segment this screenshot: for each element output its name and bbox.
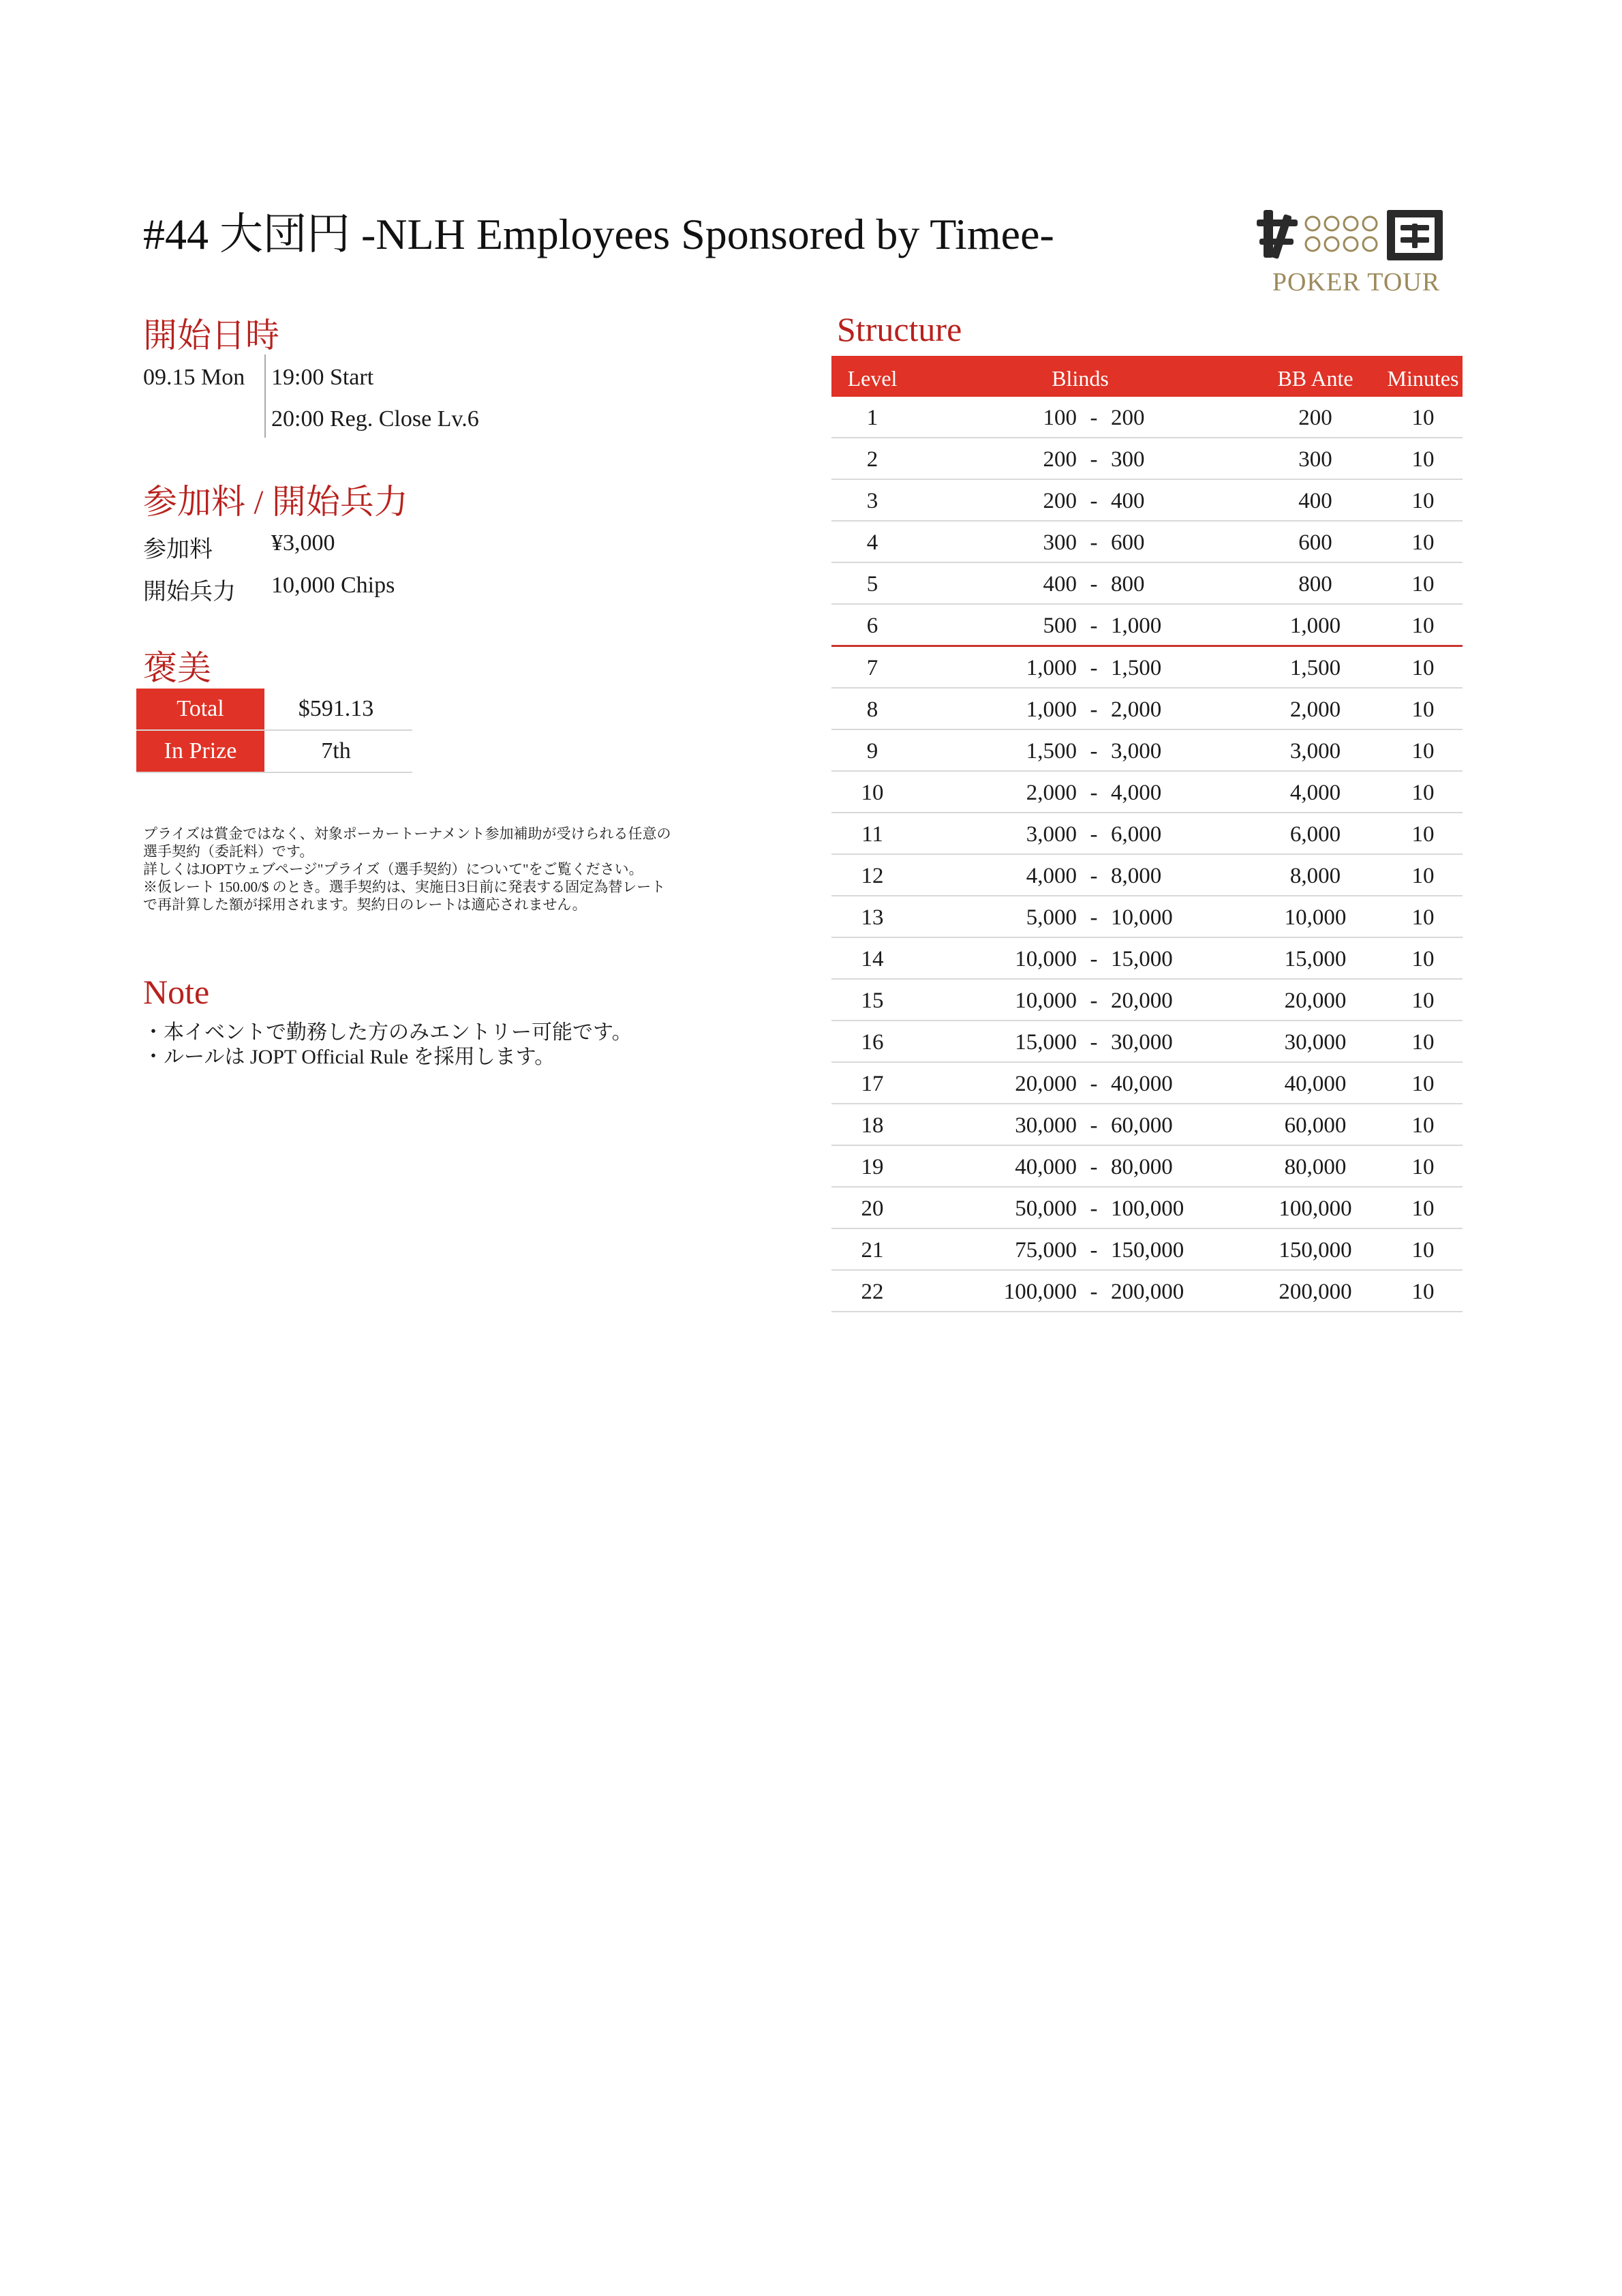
table-row xyxy=(831,855,1463,896)
level-cell: 9 xyxy=(866,739,878,764)
blinds-separator: - xyxy=(1090,489,1098,513)
level-cell: 1 xyxy=(866,406,878,430)
blinds-separator: - xyxy=(1090,1072,1098,1096)
big-blind-cell: 80,000 xyxy=(1111,1155,1173,1179)
level-cell: 21 xyxy=(861,1238,884,1263)
blinds-separator: - xyxy=(1090,781,1098,805)
small-blind-cell: 10,000 xyxy=(1015,947,1077,971)
ante-cell: 1,500 xyxy=(1289,656,1341,680)
table-row xyxy=(831,1146,1463,1188)
reg-close-time: 20:00 Reg. Close Lv.6 xyxy=(271,406,479,432)
level-cell: 11 xyxy=(861,822,883,847)
small-blind-cell: 30,000 xyxy=(1015,1113,1077,1138)
minutes-cell: 10 xyxy=(1411,1280,1435,1304)
disclaimer-line: ※仮レート 150.00/$ のとき。選手契約は、実施日3日前に発表する固定為替レート xyxy=(143,879,666,895)
minutes-cell: 10 xyxy=(1411,988,1435,1013)
level-cell: 18 xyxy=(861,1113,884,1138)
ante-cell: 6,000 xyxy=(1289,822,1341,847)
note-line: ・ルールは JOPT Official Rule を採用します。 xyxy=(143,1046,555,1068)
table-row xyxy=(831,730,1463,772)
big-blind-cell: 1,000 xyxy=(1111,614,1162,638)
ante-cell: 200 xyxy=(1298,406,1332,430)
minutes-cell: 10 xyxy=(1411,947,1435,971)
big-blind-cell: 10,000 xyxy=(1111,905,1173,930)
note-line: ・本イベントで勤務した方のみエントリー可能です。 xyxy=(143,1021,632,1044)
big-blind-cell: 300 xyxy=(1111,447,1145,472)
minutes-cell: 10 xyxy=(1411,864,1435,888)
big-blind-cell: 400 xyxy=(1111,489,1145,513)
ante-cell: 800 xyxy=(1298,572,1332,596)
start-divider xyxy=(264,354,266,438)
minutes-cell: 10 xyxy=(1411,572,1435,596)
big-blind-cell: 200 xyxy=(1111,406,1145,430)
minutes-cell: 10 xyxy=(1411,1196,1435,1221)
prize-disclaimer xyxy=(143,825,671,913)
ante-cell: 3,000 xyxy=(1289,739,1341,764)
small-blind-cell: 10,000 xyxy=(1015,988,1077,1013)
structure-header-row xyxy=(831,356,1463,397)
ante-cell: 150,000 xyxy=(1279,1238,1352,1263)
blinds-separator: - xyxy=(1090,864,1098,888)
blinds-separator: - xyxy=(1090,822,1098,847)
big-blind-cell: 15,000 xyxy=(1111,947,1173,971)
disclaimer-line: 詳しくはJOPTウェブページ"プライズ（選手契約）について"をご覧ください。 xyxy=(143,861,643,877)
minutes-cell: 10 xyxy=(1411,489,1435,513)
small-blind-cell: 40,000 xyxy=(1015,1155,1077,1179)
table-row xyxy=(831,1021,1463,1063)
minutes-cell: 10 xyxy=(1411,739,1435,764)
ante-cell: 40,000 xyxy=(1284,1072,1347,1096)
blinds-separator: - xyxy=(1090,1280,1098,1304)
minutes-cell: 10 xyxy=(1411,781,1435,805)
fee-value: ¥3,000 xyxy=(271,530,335,556)
prize-total-row xyxy=(136,689,412,731)
level-cell: 16 xyxy=(861,1030,884,1055)
table-row xyxy=(831,980,1463,1021)
minutes-cell: 10 xyxy=(1411,447,1435,472)
minutes-cell: 10 xyxy=(1411,1155,1435,1179)
ante-cell: 10,000 xyxy=(1284,905,1347,930)
big-blind-cell: 4,000 xyxy=(1111,781,1162,805)
table-row xyxy=(831,1271,1463,1312)
big-blind-cell: 200,000 xyxy=(1111,1280,1184,1304)
big-blind-cell: 30,000 xyxy=(1111,1030,1173,1055)
blinds-separator: - xyxy=(1090,614,1098,638)
blinds-separator: - xyxy=(1090,530,1098,555)
table-row xyxy=(831,813,1463,855)
note-list xyxy=(143,1021,632,1070)
prize-inprize-value: 7th xyxy=(321,738,351,764)
level-cell: 19 xyxy=(861,1155,884,1179)
start-time: 19:00 Start xyxy=(271,365,374,390)
big-blind-cell: 60,000 xyxy=(1111,1113,1173,1138)
blinds-separator: - xyxy=(1090,406,1098,430)
minutes-cell: 10 xyxy=(1411,905,1435,930)
prize-heading: 褒美 xyxy=(143,649,211,687)
table-row xyxy=(831,480,1463,522)
minutes-cell: 10 xyxy=(1411,822,1435,847)
level-cell: 20 xyxy=(861,1196,884,1221)
small-blind-cell: 200 xyxy=(1043,447,1077,472)
stack-value: 10,000 Chips xyxy=(271,573,395,598)
ante-cell: 1,000 xyxy=(1289,614,1341,638)
table-row xyxy=(831,1104,1463,1146)
stack-label: 開始兵力 xyxy=(143,579,236,605)
blinds-separator: - xyxy=(1090,1030,1098,1055)
level-cell: 5 xyxy=(866,572,878,596)
small-blind-cell: 1,500 xyxy=(1026,739,1077,764)
blinds-separator: - xyxy=(1090,739,1098,764)
small-blind-cell: 5,000 xyxy=(1026,905,1077,930)
blinds-separator: - xyxy=(1090,1196,1098,1221)
table-row xyxy=(831,938,1463,980)
ante-cell: 20,000 xyxy=(1284,988,1347,1013)
start-heading: 開始日時 xyxy=(143,316,279,354)
table-row xyxy=(831,438,1463,480)
ante-cell: 30,000 xyxy=(1284,1030,1347,1055)
prize-total-label: Total xyxy=(136,689,264,729)
level-cell: 2 xyxy=(866,447,878,472)
big-blind-cell: 1,500 xyxy=(1111,656,1162,680)
logo-text: POKER TOUR xyxy=(1272,268,1441,297)
table-row xyxy=(831,397,1463,438)
level-cell: 14 xyxy=(861,947,884,971)
structure-body xyxy=(831,397,1463,1312)
prize-inprize-label: In Prize xyxy=(136,731,264,772)
big-blind-cell: 100,000 xyxy=(1111,1196,1184,1221)
level-cell: 3 xyxy=(866,489,878,513)
minutes-cell: 10 xyxy=(1411,1113,1435,1138)
ante-cell: 60,000 xyxy=(1284,1113,1347,1138)
small-blind-cell: 500 xyxy=(1043,614,1077,638)
level-cell: 8 xyxy=(866,697,878,722)
small-blind-cell: 20,000 xyxy=(1015,1072,1077,1096)
fee-label: 参加料 xyxy=(143,537,213,562)
header-minutes: Minutes xyxy=(1387,366,1459,391)
big-blind-cell: 6,000 xyxy=(1111,822,1162,847)
ante-cell: 600 xyxy=(1298,530,1332,555)
disclaimer-line: 選手契約（委託料）です。 xyxy=(143,843,314,860)
prize-total-value: $591.13 xyxy=(298,696,374,721)
level-cell: 12 xyxy=(861,864,884,888)
small-blind-cell: 400 xyxy=(1043,572,1077,596)
ante-cell: 200,000 xyxy=(1279,1280,1352,1304)
level-cell: 15 xyxy=(861,988,884,1013)
small-blind-cell: 2,000 xyxy=(1026,781,1077,805)
table-row xyxy=(831,605,1463,647)
minutes-cell: 10 xyxy=(1411,406,1435,430)
ante-cell: 400 xyxy=(1298,489,1332,513)
blinds-separator: - xyxy=(1090,947,1098,971)
small-blind-cell: 4,000 xyxy=(1026,864,1077,888)
level-cell: 17 xyxy=(861,1072,884,1096)
table-row xyxy=(831,1229,1463,1271)
level-cell: 7 xyxy=(866,656,878,680)
ante-cell: 4,000 xyxy=(1289,781,1341,805)
table-row xyxy=(831,689,1463,730)
ante-cell: 300 xyxy=(1298,447,1332,472)
minutes-cell: 10 xyxy=(1411,656,1435,680)
blinds-separator: - xyxy=(1090,572,1098,596)
start-date: 09.15 Mon xyxy=(143,365,245,390)
prize-inprize-row xyxy=(136,731,412,773)
big-blind-cell: 600 xyxy=(1111,530,1145,555)
ante-cell: 80,000 xyxy=(1284,1155,1347,1179)
big-blind-cell: 800 xyxy=(1111,572,1145,596)
minutes-cell: 10 xyxy=(1411,1238,1435,1263)
ante-cell: 8,000 xyxy=(1289,864,1341,888)
table-row xyxy=(831,563,1463,605)
big-blind-cell: 3,000 xyxy=(1111,739,1162,764)
structure-table xyxy=(831,356,1463,1312)
ante-cell: 2,000 xyxy=(1289,697,1341,722)
blinds-separator: - xyxy=(1090,988,1098,1013)
big-blind-cell: 40,000 xyxy=(1111,1072,1173,1096)
big-blind-cell: 2,000 xyxy=(1111,697,1162,722)
minutes-cell: 10 xyxy=(1411,697,1435,722)
blinds-separator: - xyxy=(1090,1113,1098,1138)
table-row xyxy=(831,1188,1463,1229)
header-blinds: Blinds xyxy=(1052,366,1109,391)
big-blind-cell: 8,000 xyxy=(1111,864,1162,888)
blinds-separator: - xyxy=(1090,697,1098,722)
structure-heading: Structure xyxy=(837,310,962,348)
small-blind-cell: 300 xyxy=(1043,530,1077,555)
level-cell: 22 xyxy=(861,1280,884,1304)
header-level: Level xyxy=(847,366,898,391)
small-blind-cell: 1,000 xyxy=(1026,697,1077,722)
level-cell: 6 xyxy=(866,614,878,638)
small-blind-cell: 75,000 xyxy=(1015,1238,1077,1263)
table-row xyxy=(831,647,1463,689)
ante-cell: 100,000 xyxy=(1279,1196,1352,1221)
small-blind-cell: 50,000 xyxy=(1015,1196,1077,1221)
big-blind-cell: 20,000 xyxy=(1111,988,1173,1013)
disclaimer-line: で再計算した額が採用されます。契約日のレートは適応されません。 xyxy=(143,896,587,913)
blinds-separator: - xyxy=(1090,1238,1098,1263)
level-cell: 13 xyxy=(861,905,884,930)
prize-table xyxy=(136,689,412,773)
table-row xyxy=(831,1063,1463,1104)
big-blind-cell: 150,000 xyxy=(1111,1238,1184,1263)
minutes-cell: 10 xyxy=(1411,614,1435,638)
note-heading: Note xyxy=(143,973,210,1011)
blinds-separator: - xyxy=(1090,447,1098,472)
small-blind-cell: 100 xyxy=(1043,406,1077,430)
blinds-separator: - xyxy=(1090,1155,1098,1179)
level-cell: 4 xyxy=(866,530,878,555)
sengoku-logo-icon xyxy=(1254,205,1458,300)
minutes-cell: 10 xyxy=(1411,1072,1435,1096)
disclaimer-line: プライズは賞金ではなく、対象ポーカートーナメント参加補助が受けられる任意の xyxy=(143,826,671,842)
minutes-cell: 10 xyxy=(1411,1030,1435,1055)
small-blind-cell: 3,000 xyxy=(1026,822,1077,847)
ante-cell: 15,000 xyxy=(1284,947,1347,971)
small-blind-cell: 200 xyxy=(1043,489,1077,513)
blinds-separator: - xyxy=(1090,656,1098,680)
table-row xyxy=(831,896,1463,938)
minutes-cell: 10 xyxy=(1411,530,1435,555)
table-row xyxy=(831,772,1463,813)
blinds-separator: - xyxy=(1090,905,1098,930)
small-blind-cell: 15,000 xyxy=(1015,1030,1077,1055)
page-title: #44 大団円 -NLH Employees Sponsored by Timee- xyxy=(143,210,1054,258)
small-blind-cell: 1,000 xyxy=(1026,656,1077,680)
fee-heading: 参加料 / 開始兵力 xyxy=(143,483,408,521)
header-ante: BB Ante xyxy=(1277,366,1353,391)
small-blind-cell: 100,000 xyxy=(1003,1280,1077,1304)
level-cell: 10 xyxy=(861,781,884,805)
table-row xyxy=(831,522,1463,563)
